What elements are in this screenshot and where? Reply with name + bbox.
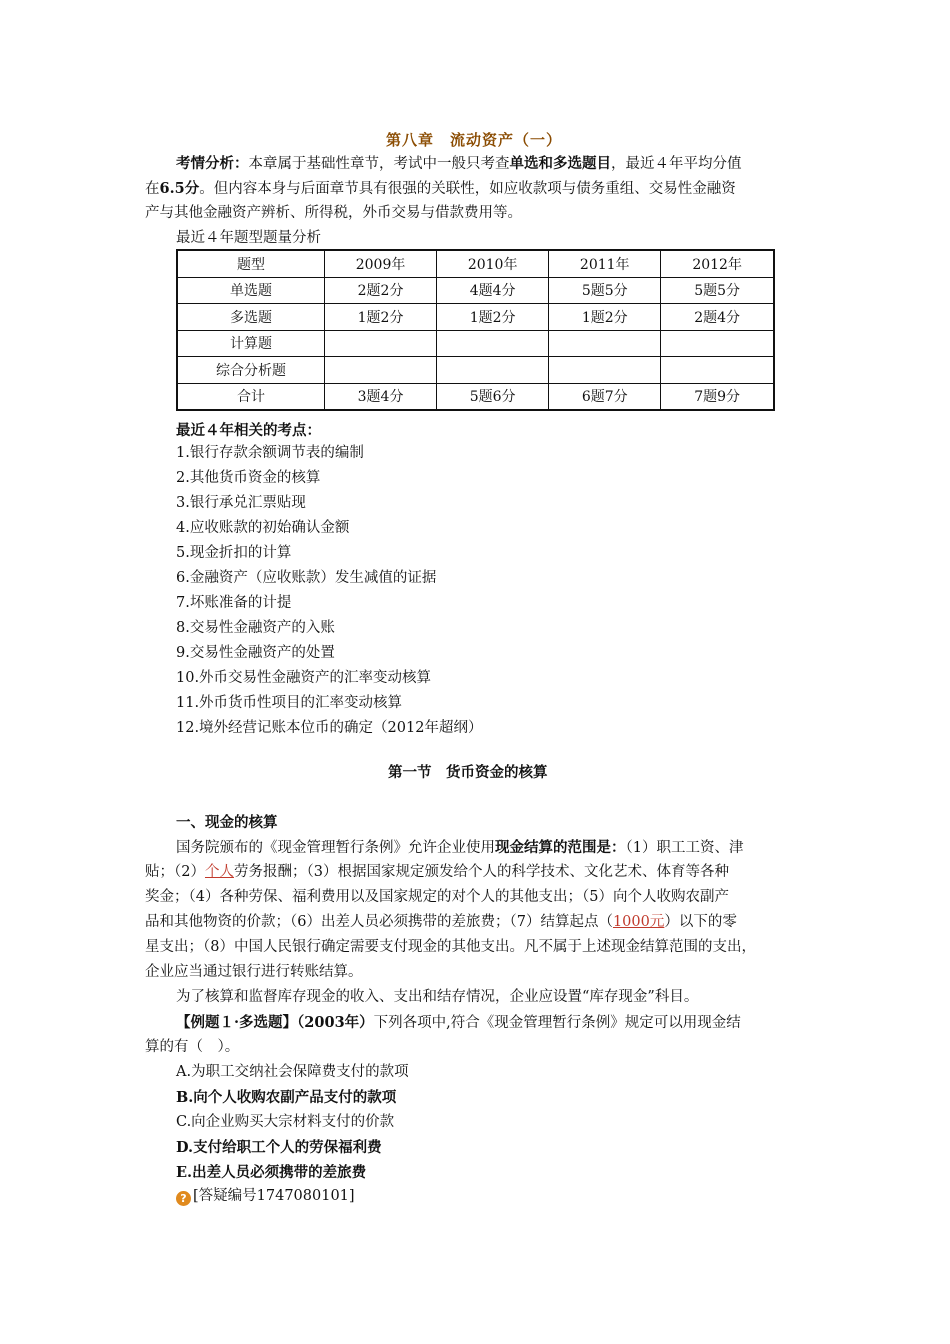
- cash-line-2: [145, 860, 729, 885]
- qa-line: [176, 1184, 355, 1209]
- analysis-line-3: 产与其他金融资产辨析、所得税，外币交易与借款费用等。: [145, 205, 522, 221]
- table-cell: [325, 330, 437, 357]
- table-header-cell: 2009年: [325, 250, 437, 277]
- cash-underlined: 1000元: [612, 914, 665, 930]
- table-cell: 2题2分: [325, 277, 437, 304]
- list-item: 1.银行存款余额调节表的编制: [176, 445, 364, 461]
- table-cell: 3题4分: [325, 383, 437, 410]
- list-item: 8.交易性金融资产的入账: [176, 620, 335, 636]
- table-row: [177, 383, 774, 410]
- points-heading: 最近４年相关的考点：: [176, 422, 321, 439]
- table-header-row: [177, 250, 774, 277]
- table-cell: [549, 357, 661, 384]
- table-caption: 最近４年题型题量分析: [176, 230, 321, 246]
- chapter-title: 第八章 流动资产（一）: [386, 131, 563, 149]
- table-cell: 多选题: [177, 304, 325, 331]
- analysis-label: 考情分析：: [176, 155, 249, 172]
- table-cell: 4题4分: [437, 277, 549, 304]
- table-cell: 1题2分: [437, 304, 549, 331]
- cash-line-4: [145, 910, 737, 935]
- question-type-table: [176, 249, 775, 411]
- option-a: A.为职工交纳社会保障费支付的款项: [176, 1064, 409, 1080]
- table-header-cell: 题型: [177, 250, 325, 277]
- table-header-cell: 2011年: [549, 250, 661, 277]
- table-cell: 2题4分: [661, 304, 774, 331]
- table-cell: [437, 357, 549, 384]
- cash-text: ）以下的零: [664, 914, 737, 930]
- table-cell: 合计: [177, 383, 325, 410]
- table-cell: 6题7分: [549, 383, 661, 410]
- list-item: 10.外币交易性金融资产的汇率变动核算: [176, 670, 432, 686]
- list-item: 5.现金折扣的计算: [176, 545, 292, 561]
- table-cell: 单选题: [177, 277, 325, 304]
- table-cell: 7题9分: [661, 383, 774, 410]
- cash-text: 劳务报酬；（3）根据国家规定颁发给个人的科学技术、文化艺术、体育等各种: [233, 864, 729, 880]
- example-tag: 【例题１·多选题】（2003年）: [176, 1014, 374, 1031]
- table-cell: 综合分析题: [177, 357, 325, 384]
- cash-line-3: 奖金；（4）各种劳保、福利费用以及国家规定的对个人的其他支出；（5）向个人收购农副产: [145, 889, 729, 905]
- list-item: 11.外币货币性项目的汇率变动核算: [176, 695, 403, 711]
- section-title: 第一节 货币资金的核算: [388, 764, 548, 781]
- list-item: 7.坏账准备的计提: [176, 595, 292, 611]
- question-icon[interactable]: ?: [176, 1191, 191, 1206]
- analysis-line-2: [145, 176, 736, 202]
- cash-underlined: 个人: [204, 864, 234, 880]
- cash-text: 贴；（2）: [145, 864, 205, 880]
- cash-text: 品和其他物资的价款；（6）出差人员必须携带的差旅费；（7）结算起点（: [145, 914, 613, 930]
- table-cell: 1题2分: [549, 304, 661, 331]
- analysis-text-1: 本章属于基础性章节，考试中一般只考查: [248, 156, 510, 172]
- cash-line-1: [176, 835, 743, 861]
- analysis-line-1: [176, 151, 742, 177]
- example-question: 下列各项中,符合《现金管理暂行条例》规定可以用现金结: [373, 1015, 741, 1031]
- list-item: 6.金融资产（应收账款）发生减值的证据: [176, 570, 437, 586]
- example-line-1: [176, 1010, 741, 1036]
- analysis-text-4: 。但内容本身与后面章节具有很强的关联性，如应收款项与债务重组、交易性金融资: [199, 181, 736, 197]
- table-cell: [661, 330, 774, 357]
- list-item: 3.银行承兑汇票贴现: [176, 495, 306, 511]
- cash-text: 国务院颁布的《现金管理暂行条例》允许企业使用: [176, 840, 495, 856]
- list-item: 4.应收账款的初始确认金额: [176, 520, 350, 536]
- cash-line-6: 企业应当通过银行进行转账结算。: [145, 964, 363, 980]
- table-header-cell: 2012年: [661, 250, 774, 277]
- table-cell: 5题6分: [437, 383, 549, 410]
- table-cell: [549, 330, 661, 357]
- cash-line-7: 为了核算和监督库存现金的收入、支出和结存情况，企业应设置“库存现金”科目。: [176, 989, 699, 1005]
- list-item: 2.其他货币资金的核算: [176, 470, 321, 486]
- analysis-text-3: 在: [145, 181, 160, 197]
- table-cell: [437, 330, 549, 357]
- option-d: D.支付给职工个人的劳保福利费: [176, 1139, 382, 1156]
- analysis-bold-1: 单选和多选题目: [509, 155, 611, 172]
- qa-label[interactable]: [答疑编号1747080101]: [193, 1188, 355, 1204]
- table-header-cell: 2010年: [437, 250, 549, 277]
- example-options: [176, 1060, 409, 1185]
- table-cell: [661, 357, 774, 384]
- table-cell: 计算题: [177, 330, 325, 357]
- subsection-title: 一、现金的核算: [176, 814, 278, 831]
- table-cell: 5题5分: [661, 277, 774, 304]
- table-row: [177, 357, 774, 384]
- table-row: [177, 277, 774, 304]
- points-list: [176, 441, 482, 741]
- option-e: E.出差人员必须携带的差旅费: [176, 1164, 367, 1181]
- table-cell: 1题2分: [325, 304, 437, 331]
- cash-text: （1）职工工资、津: [625, 840, 744, 856]
- analysis-text-2: ，最近４年平均分值: [611, 156, 742, 172]
- analysis-bold-2: 6.5分: [159, 180, 200, 197]
- table-row: [177, 330, 774, 357]
- cash-bold: 现金结算的范围是：: [495, 839, 626, 856]
- option-c: C.向企业购买大宗材料支付的价款: [176, 1114, 395, 1130]
- example-line-2: 算的有（ ）。: [145, 1039, 240, 1055]
- table-row: [177, 304, 774, 331]
- list-item: 12.境外经营记账本位币的确定（2012年超纲）: [176, 720, 483, 736]
- option-b: B.向个人收购农副产品支付的款项: [176, 1089, 397, 1106]
- cash-line-5: 星支出；（8）中国人民银行确定需要支付现金的其他支出。凡不属于上述现金结算范围的支出，: [145, 939, 756, 955]
- table-cell: [325, 357, 437, 384]
- list-item: 9.交易性金融资产的处置: [176, 645, 335, 661]
- table-cell: 5题5分: [549, 277, 661, 304]
